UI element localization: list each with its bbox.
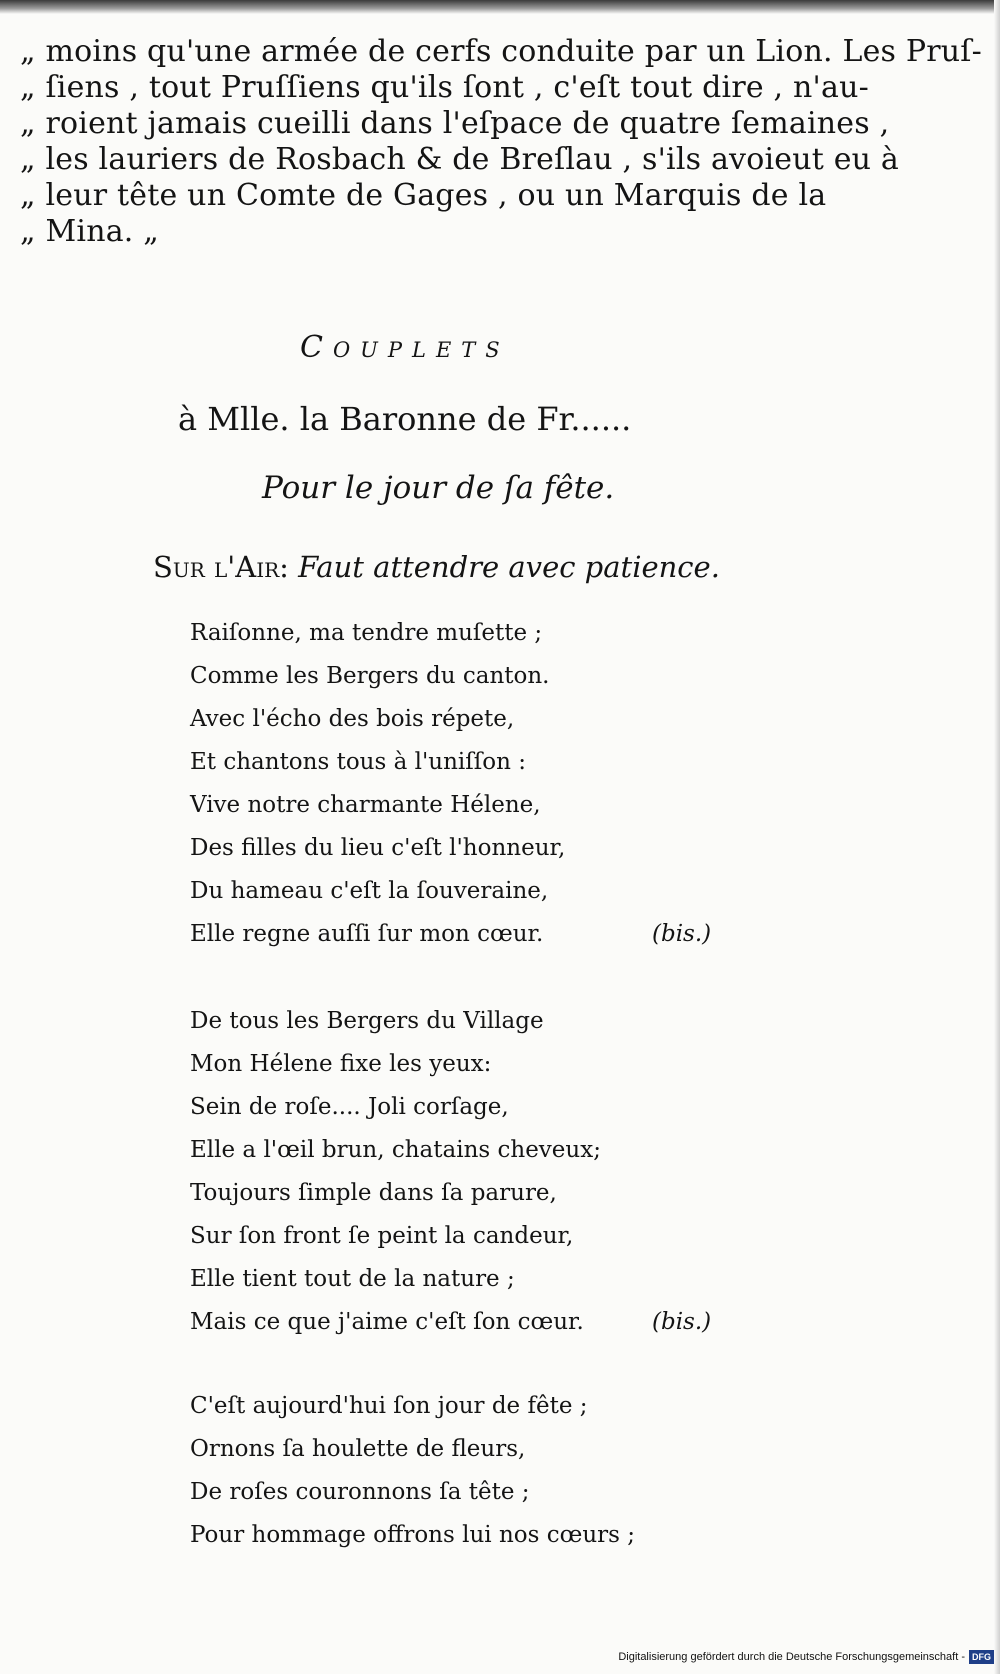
verse-line: Du hameau c'eſt la ſouveraine, (190, 878, 549, 904)
verse-line: Vive notre charmante Hélene, (190, 792, 541, 818)
section-subtitle: à Mlle. la Baronne de Fr...... (178, 400, 632, 438)
air-label: Sur l'Air: (153, 550, 289, 584)
verse-line: Raiſonne, ma tendre muſette ; (190, 620, 543, 646)
prose-quote (20, 34, 982, 250)
prose-line: „ Mina. „ (20, 214, 160, 249)
verse-text: Elle regne auſſi ſur mon cœur. (190, 921, 544, 947)
verse-line: Elle a l'œil brun, chatains cheveux; (190, 1137, 601, 1163)
stanza-2 (190, 1000, 750, 1344)
verse-line: Comme les Bergers du canton. (190, 663, 550, 689)
scan-top-edge (0, 0, 1000, 14)
verse-line: De tous les Bergers du Village (190, 1008, 544, 1034)
air-line (153, 550, 720, 584)
prose-line: „ roient jamais cueilli dans l'eſpace de quatre ſemaines , (20, 106, 890, 141)
prose-line: „ moins qu'une armée de cerfs conduite par un Lion. Les Pruſ- (20, 34, 982, 69)
verse-line: Ornons ſa houlette de fleurs, (190, 1436, 526, 1462)
verse-line: Des filles du lieu c'eſt l'honneur, (190, 835, 566, 861)
verse-line: Sein de roſe.... Joli corſage, (190, 1094, 509, 1120)
verse-line-last (190, 913, 750, 956)
verse-line-last (190, 1301, 750, 1344)
bis-marker: (bis.) (652, 921, 712, 947)
scan-right-edge (994, 0, 1000, 1674)
dedication-line: Pour le jour de ſa fête. (262, 470, 615, 506)
prose-line: „ ſiens , tout Pruſſiens qu'ils ſont , c'eſt tout dire , n'au- (20, 70, 869, 105)
verse-text: Mais ce que j'aime c'eſt ſon cœur. (190, 1309, 584, 1335)
verse-line: C'eſt aujourd'hui ſon jour de fête ; (190, 1393, 588, 1419)
section-title: Couplets (300, 330, 510, 365)
footer-credit-text: Digitalisierung gefördert durch die Deutsche Forschungsgemeinschaft - (618, 1651, 965, 1663)
prose-line: „ leur tête un Comte de Gages , ou un Marquis de la (20, 178, 827, 213)
verse-line: Sur ſon front ſe peint la candeur, (190, 1223, 574, 1249)
verse-line: Pour hommage offrons lui nos cœurs ; (190, 1522, 636, 1548)
digitization-footer (618, 1650, 994, 1664)
air-title: Faut attendre avec patience. (298, 550, 720, 584)
stanza-1 (190, 612, 750, 956)
verse-line: Elle tient tout de la nature ; (190, 1266, 515, 1292)
prose-line: „ les lauriers de Rosbach & de Breſlau , s'ils avoieut eu à (20, 142, 900, 177)
verse-line: Avec l'écho des bois répete, (190, 706, 515, 732)
verse-line: Toujours ſimple dans ſa parure, (190, 1180, 557, 1206)
verse-line: Et chantons tous à l'uniſſon : (190, 749, 527, 775)
bis-marker: (bis.) (652, 1309, 712, 1335)
verse-line: Mon Hélene fixe les yeux: (190, 1051, 492, 1077)
stanza-3 (190, 1385, 750, 1557)
verse-line: De roſes couronnons ſa tête ; (190, 1479, 530, 1505)
dfg-logo-icon: DFG (969, 1650, 994, 1664)
